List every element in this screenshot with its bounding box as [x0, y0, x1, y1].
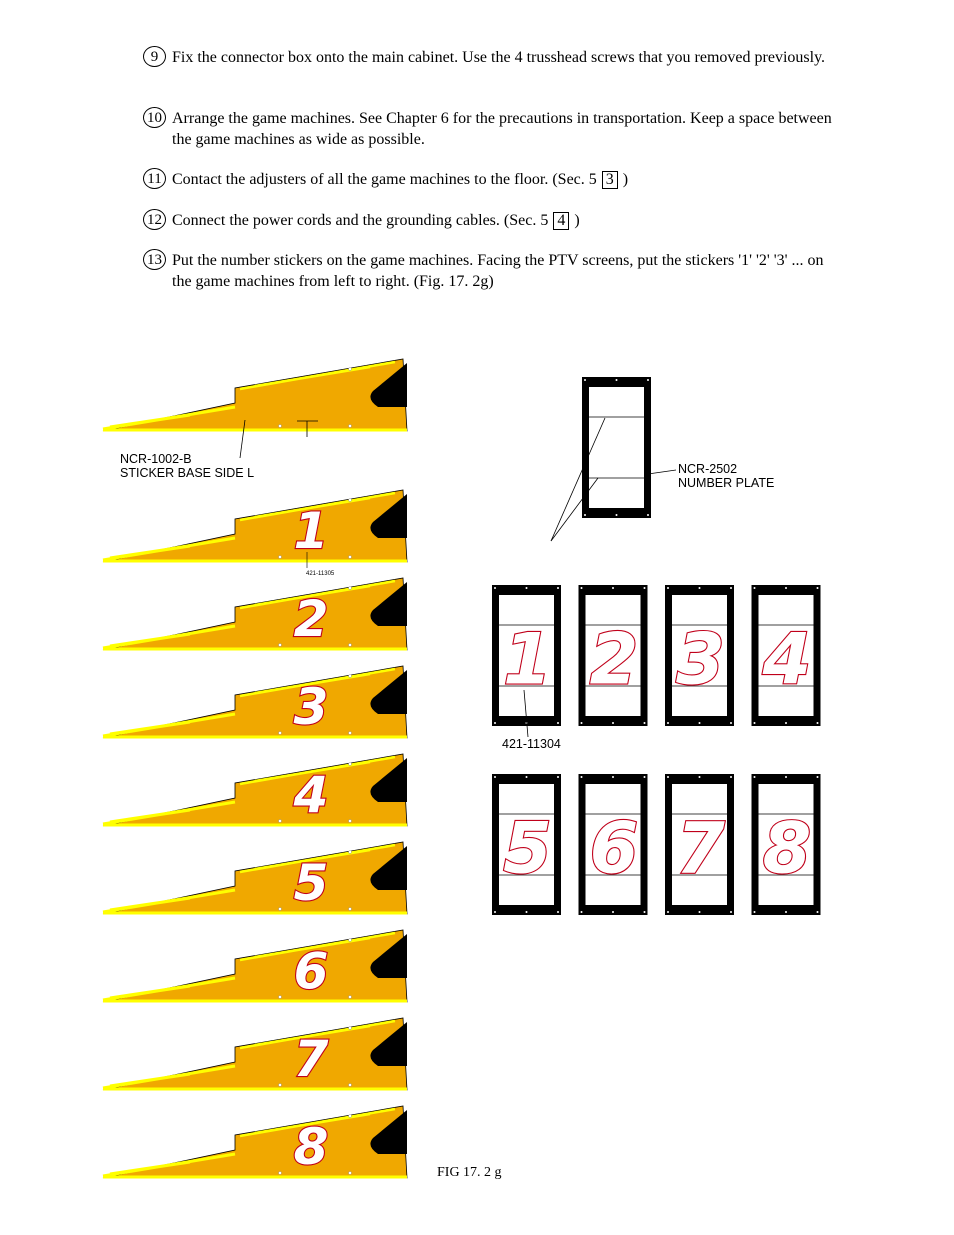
- step-number: 11: [143, 168, 166, 189]
- screw-hole: [279, 556, 282, 559]
- plate-screw: [785, 722, 787, 724]
- screw-hole: [279, 644, 282, 647]
- section-ref: 4: [553, 212, 569, 230]
- number-plate-label: NCR-2502 NUMBER PLATE: [678, 462, 775, 490]
- plate-screw: [730, 776, 732, 778]
- plate-screw: [667, 776, 669, 778]
- side-sticker: [103, 1018, 407, 1090]
- sticker-number: 6: [293, 942, 329, 1000]
- sticker-number: 4: [293, 766, 329, 824]
- sticker-number: 7: [293, 1030, 329, 1088]
- plate-screw: [647, 379, 649, 381]
- screw-hole: [349, 1027, 352, 1030]
- plate-screw: [526, 911, 528, 913]
- number-plate: [579, 585, 648, 726]
- sticker-number: 5: [293, 854, 329, 912]
- number-plate: [665, 774, 734, 915]
- screw-hole: [279, 908, 282, 911]
- plate-screw: [817, 911, 819, 913]
- plate-screw: [699, 587, 701, 589]
- small-sticker-part-label: 421-11305: [306, 571, 335, 577]
- plate-number: 2: [589, 618, 639, 701]
- step-text: Fix the connector box onto the main cabinet. Use the 4 trusshead screws that you removed previously.: [172, 49, 826, 66]
- screw-hole: [349, 996, 352, 999]
- screw-hole: [349, 1172, 352, 1175]
- plate-screw: [581, 587, 583, 589]
- section-ref: 3: [602, 171, 618, 189]
- sticker-base-label: NCR-1002-B STICKER BASE SIDE L: [120, 452, 255, 480]
- plate-screw: [616, 379, 618, 381]
- plate-number: 8: [762, 807, 812, 890]
- plate-screw: [644, 722, 646, 724]
- number-plate: [752, 585, 821, 726]
- plate-screw: [616, 514, 618, 516]
- screw-hole: [349, 1084, 352, 1087]
- plate-screw: [557, 722, 559, 724]
- side-sticker: [103, 490, 407, 562]
- plate-screw: [612, 776, 614, 778]
- screw-hole: [279, 996, 282, 999]
- screw-hole: [349, 556, 352, 559]
- sticker-number: 1: [293, 502, 329, 560]
- sticker-number: 8: [293, 1118, 329, 1176]
- screw-hole: [349, 675, 352, 678]
- step-text: Connect the power cords and the grounding cables. (Sec. 5 4 ): [172, 212, 580, 229]
- side-sticker: [103, 359, 407, 431]
- plate-screw: [785, 587, 787, 589]
- plate-screw: [612, 911, 614, 913]
- plate-screw: [644, 776, 646, 778]
- side-sticker: [103, 842, 407, 914]
- plate-screw: [494, 722, 496, 724]
- plate-screw: [557, 911, 559, 913]
- step-text: Contact the adjusters of all the game machines to the floor. (Sec. 5 3 ): [172, 171, 629, 188]
- plate-screw: [581, 722, 583, 724]
- plate-screw: [817, 587, 819, 589]
- plate-screw: [557, 776, 559, 778]
- plate-screw: [644, 587, 646, 589]
- screw-hole: [349, 851, 352, 854]
- screw-hole: [349, 1115, 352, 1118]
- plate-screw: [730, 911, 732, 913]
- plate-screw: [526, 587, 528, 589]
- plate-screw: [817, 776, 819, 778]
- side-sticker: [103, 1106, 407, 1178]
- number-plate: [492, 585, 561, 726]
- leader-line: [648, 470, 676, 474]
- screw-hole: [349, 644, 352, 647]
- screw-hole: [349, 939, 352, 942]
- plate-number: 6: [589, 807, 639, 890]
- plate-screw: [494, 587, 496, 589]
- plate-screw: [785, 911, 787, 913]
- plate-number: 5: [503, 807, 552, 890]
- plate-screw: [730, 587, 732, 589]
- screw-hole: [349, 732, 352, 735]
- plate-screw: [754, 776, 756, 778]
- plate-number: 4: [762, 618, 812, 701]
- plate-screw: [754, 722, 756, 724]
- screw-hole: [349, 763, 352, 766]
- screw-hole: [279, 1172, 282, 1175]
- plate-screw: [581, 776, 583, 778]
- plate-screw: [785, 776, 787, 778]
- screw-hole: [279, 732, 282, 735]
- plate-screw: [581, 911, 583, 913]
- side-sticker: [103, 930, 407, 1002]
- plate-screw: [699, 911, 701, 913]
- figure-caption: FIG 17. 2 g: [437, 1165, 502, 1180]
- plate-screw: [667, 911, 669, 913]
- step-number: 10: [143, 107, 166, 128]
- plate-screw: [526, 776, 528, 778]
- screw-hole: [349, 908, 352, 911]
- plate-number: 3: [676, 618, 725, 701]
- screw-hole: [279, 425, 282, 428]
- plate-screw: [730, 722, 732, 724]
- number-plate: [665, 585, 734, 726]
- step-text: Put the number stickers on the game machines. Facing the PTV screens, put the stickers '1' '2' '3' ... on the game machines from left to right. (Fig. 17. 2g): [172, 252, 824, 290]
- step-number: 12: [143, 209, 166, 230]
- plate-screw: [584, 379, 586, 381]
- plate-screw: [612, 587, 614, 589]
- sticker-number: 3: [293, 678, 329, 736]
- plate-screw: [644, 911, 646, 913]
- plate-sticker-part-label: 421-11304: [502, 737, 561, 751]
- number-plate: [752, 774, 821, 915]
- screw-hole: [349, 368, 352, 371]
- step-number: 9: [143, 46, 166, 67]
- screw-hole: [349, 499, 352, 502]
- plate-screw: [817, 722, 819, 724]
- side-sticker: [103, 754, 407, 826]
- plate-number: 1: [503, 618, 552, 701]
- plate-window: [589, 387, 644, 508]
- plate-screw: [699, 776, 701, 778]
- side-sticker: [103, 578, 407, 650]
- plate-screw: [647, 514, 649, 516]
- plate-screw: [667, 587, 669, 589]
- screw-hole: [279, 1084, 282, 1087]
- plate-screw: [667, 722, 669, 724]
- plate-screw: [494, 776, 496, 778]
- plate-screw: [699, 722, 701, 724]
- plate-screw: [612, 722, 614, 724]
- plate-screw: [557, 587, 559, 589]
- plate-screw: [754, 911, 756, 913]
- step-text: Arrange the game machines. See Chapter 6 for the precautions in transportation. Keep a space between the game machines as wide as possible.: [172, 110, 832, 148]
- screw-hole: [279, 820, 282, 823]
- sticker-number: 2: [293, 590, 329, 648]
- screw-hole: [349, 820, 352, 823]
- step-number: 13: [143, 249, 166, 270]
- screw-hole: [349, 587, 352, 590]
- plate-screw: [584, 514, 586, 516]
- plate-screw: [494, 911, 496, 913]
- number-plate: [492, 774, 561, 915]
- number-plate: [579, 774, 648, 915]
- side-sticker: [103, 666, 407, 738]
- plate-screw: [754, 587, 756, 589]
- screw-hole: [349, 425, 352, 428]
- plate-number: 7: [676, 807, 725, 890]
